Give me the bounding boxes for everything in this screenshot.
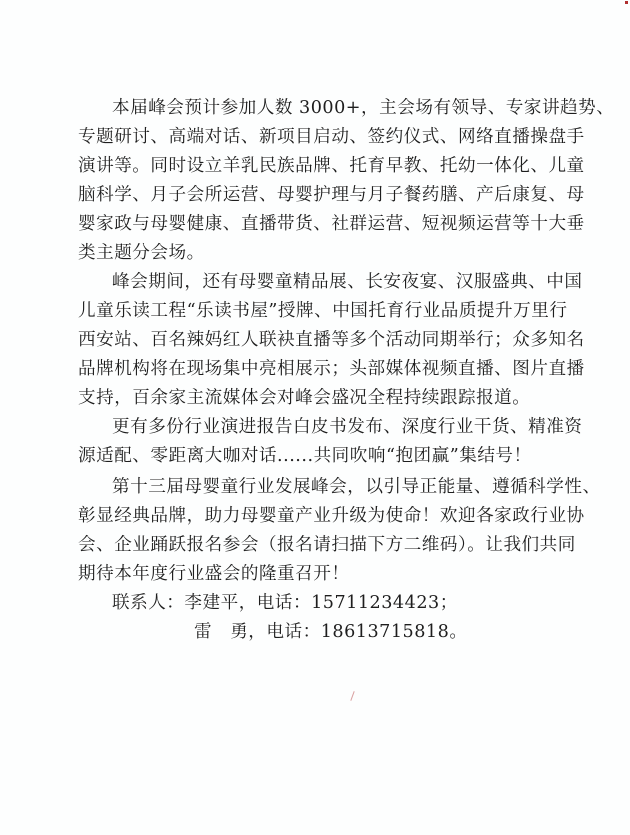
text-line: 品牌机构将在现场集中亮相展示；头部媒体视频直播、图片直播 bbox=[78, 359, 585, 379]
phone-label: ，电话： bbox=[248, 622, 321, 642]
text-line: 第十三届母婴童行业发展峰会，以引导正能量、遵循科学性、 bbox=[112, 477, 601, 497]
line-end: 。 bbox=[449, 622, 468, 642]
contact-phone: 15711234423 bbox=[311, 593, 440, 613]
contact-name: 李建平 bbox=[184, 593, 239, 613]
contact-line-secondary bbox=[78, 618, 548, 647]
text-line: 会、企业踊跃报名参会（报名请扫描下方二维码）。让我们共同 bbox=[78, 535, 576, 555]
text-line: 源适配、零距离大咖对话......共同吹响“抱团赢”集结号！ bbox=[78, 446, 532, 466]
paragraph-attendance bbox=[78, 94, 615, 268]
paragraph-activities bbox=[78, 268, 585, 413]
text-line: 类主题分会场。 bbox=[78, 243, 205, 263]
text-line: 更有多份行业演进报告白皮书发布、深度行业干货、精准资 bbox=[112, 417, 583, 437]
text-line: 脑科学、月子会所运营、母婴护理与月子餐药膳、产后康复、母 bbox=[78, 185, 585, 205]
document-body bbox=[78, 94, 615, 647]
text-line: 婴家政与母婴健康、直播带货、社群运营、短视频运营等十大垂 bbox=[78, 214, 585, 234]
text-line: 西安站、百名辣妈红人联袂直播等多个活动同期举行；众多知名 bbox=[78, 330, 585, 350]
contact-label: 联系人： bbox=[112, 593, 185, 613]
line-end: ； bbox=[439, 593, 458, 613]
contact-name: 雷 勇 bbox=[194, 622, 249, 642]
text-line: 期待本年度行业盛会的隆重召开！ bbox=[78, 564, 350, 584]
text-line: 支持，百余家主流媒体会对峰会盛况全程持续跟踪报道。 bbox=[78, 388, 531, 408]
phone-label: ，电话： bbox=[238, 593, 312, 613]
paragraph-mission bbox=[78, 473, 601, 589]
text-line: 儿童乐读工程“乐读书屋”授牌、中国托育行业品质提升万里行 bbox=[78, 301, 568, 321]
scan-artifact bbox=[625, 1, 628, 4]
contact-block bbox=[78, 589, 548, 647]
text-line: 专题研讨、高端对话、新项目启动、签约仪式、网络直播操盘手 bbox=[78, 127, 585, 147]
text-line: 本届峰会预计参加人数 3000+，主会场有领导、专家讲趋势、 bbox=[112, 98, 615, 118]
pen-mark bbox=[350, 691, 354, 701]
contact-line-primary bbox=[78, 589, 548, 618]
text-line: 彰显经典品牌，助力母婴童产业升级为使命！欢迎各家政行业协 bbox=[78, 506, 585, 526]
text-line: 峰会期间，还有母婴童精品展、长安夜宴、汉服盛典、中国 bbox=[112, 272, 583, 292]
paragraph-reports bbox=[78, 413, 583, 471]
contact-phone: 18613715818 bbox=[320, 622, 450, 642]
text-line: 演讲等。同时设立羊乳民族品牌、托育早教、托幼一体化、儿童 bbox=[78, 156, 585, 176]
